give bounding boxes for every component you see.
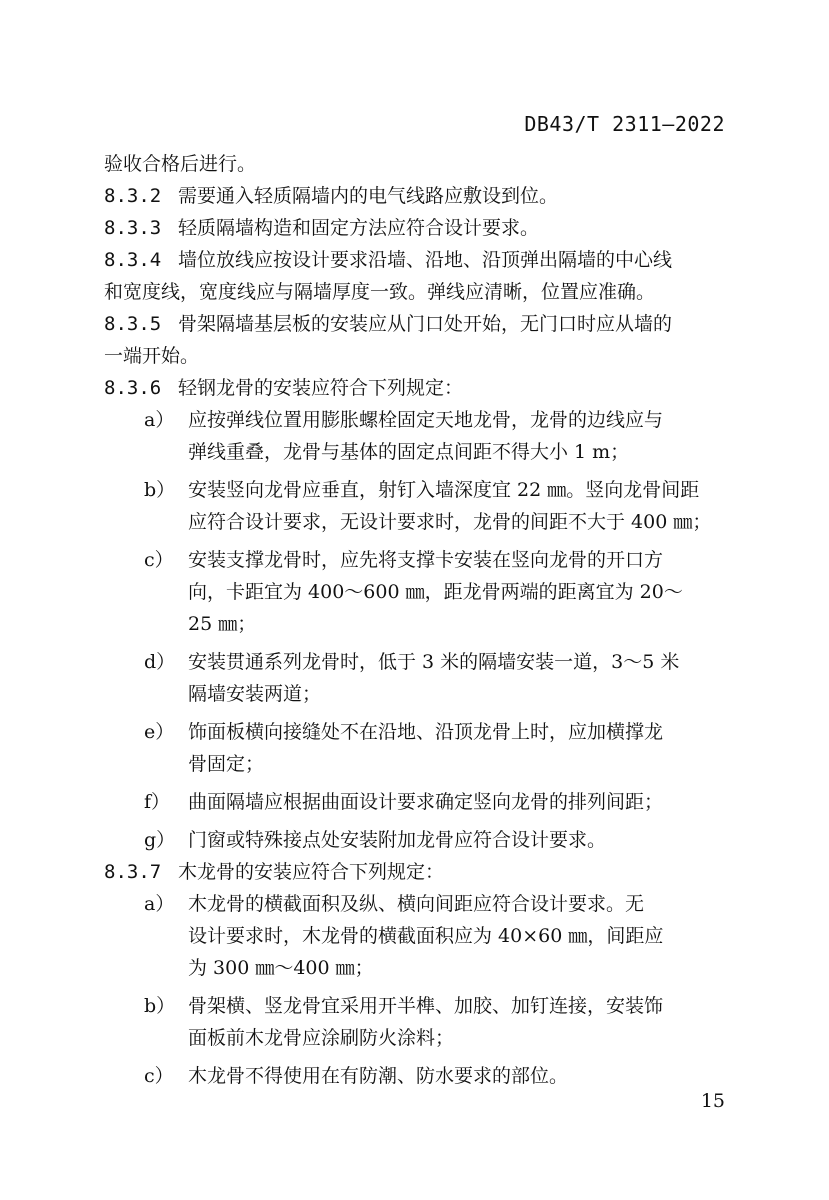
- item-line: 骨固定；: [188, 753, 265, 775]
- list-item: [104, 1060, 726, 1092]
- item-line: 隔墙安装两道；: [188, 683, 322, 705]
- item-line: 面板前木龙骨应涂刷防火涂料；: [188, 1027, 455, 1049]
- item-label: c）: [144, 549, 174, 571]
- item-line: 曲面隔墙应根据曲面设计要求确定竖向龙骨的排列间距；: [188, 791, 664, 813]
- text-line: 和宽度线，宽度线应与隔墙厚度一致。弹线应清晰，位置应准确。: [104, 281, 656, 303]
- clause-number: 8.3.7: [104, 861, 162, 883]
- list-item: [104, 544, 726, 640]
- item-line: 安装支撑龙骨时，应先将支撑卡安装在竖向龙骨的开口方: [188, 549, 664, 571]
- list-item: [104, 786, 726, 818]
- item-label: d）: [144, 651, 176, 673]
- list-item: [104, 404, 726, 468]
- clause-number: 8.3.6: [104, 377, 162, 399]
- list-item: [104, 646, 726, 710]
- list-item: [104, 888, 726, 984]
- item-label: b）: [144, 479, 176, 501]
- clause-8-3-3: 8.3.3 轻质隔墙构造和固定方法应符合设计要求。: [104, 212, 726, 244]
- text-line: 一端开始。: [104, 345, 200, 367]
- item-line: 骨架横、竖龙骨宜采用开半榫、加胶、加钉连接，安装饰: [188, 995, 664, 1017]
- standard-code: DB43/T 2311—2022: [524, 112, 725, 136]
- item-label: f）: [144, 791, 171, 813]
- clause-number: 8.3.4: [104, 249, 162, 271]
- item-label: b）: [144, 995, 176, 1017]
- item-line: 为 300 ㎜～400 ㎜；: [188, 957, 374, 979]
- clause-8-3-4: 8.3.4 墙位放线应按设计要求沿墙、沿地、沿顶弹出隔墙的中心线: [104, 244, 726, 276]
- list-item: [104, 824, 726, 856]
- item-line: 木龙骨的横截面积及纵、横向间距应符合设计要求。无: [188, 893, 645, 915]
- clause-number: 8.3.5: [104, 313, 162, 335]
- item-line: 安装竖向龙骨应垂直，射钉入墙深度宜 22 ㎜。竖向龙骨间距: [188, 479, 700, 501]
- page-number: 15: [700, 1090, 725, 1112]
- item-line: 弹线重叠，龙骨与基体的固定点间距不得大小 1 m；: [188, 441, 630, 463]
- item-line: 设计要求时，木龙骨的横截面积应为 40×60 ㎜，间距应: [188, 925, 664, 947]
- item-label: a）: [144, 409, 175, 431]
- document-body: [104, 148, 726, 1092]
- item-line: 门窗或特殊接点处安装附加龙骨应符合设计要求。: [188, 829, 607, 851]
- clause-8-3-7: 8.3.7 木龙骨的安装应符合下列规定：: [104, 856, 726, 888]
- item-line: 25 ㎜；: [188, 613, 257, 635]
- clause-8-3-5: 8.3.5 骨架隔墙基层板的安装应从门口处开始，无门口时应从墙的: [104, 308, 726, 340]
- clause-8-3-2: 8.3.2 需要通入轻质隔墙内的电气线路应敷设到位。: [104, 180, 726, 212]
- item-label: e）: [144, 721, 175, 743]
- item-line: 安装贯通系列龙骨时，低于 3 米的隔墙安装一道，3～5 米: [188, 651, 680, 673]
- item-label: a）: [144, 893, 175, 915]
- clause-8-3-6: 8.3.6 轻钢龙骨的安装应符合下列规定：: [104, 372, 726, 404]
- list-8-3-7: [104, 888, 726, 1092]
- item-line: 饰面板横向接缝处不在沿地、沿顶龙骨上时，应加横撑龙: [188, 721, 664, 743]
- list-item: [104, 474, 726, 538]
- item-label: g）: [144, 829, 176, 851]
- item-line: 木龙骨不得使用在有防潮、防水要求的部位。: [188, 1065, 569, 1087]
- list-item: [104, 990, 726, 1054]
- list-item: [104, 716, 726, 780]
- item-line: 应符合设计要求，无设计要求时，龙骨的间距不大于 400 ㎜；: [188, 511, 712, 533]
- list-8-3-6: [104, 404, 726, 856]
- clause-number: 8.3.2: [104, 185, 162, 207]
- item-line: 应按弹线位置用膨胀螺栓固定天地龙骨，龙骨的边线应与: [188, 409, 664, 431]
- clause-number: 8.3.3: [104, 217, 162, 239]
- item-line: 向，卡距宜为 400～600 ㎜，距龙骨两端的距离宜为 20～: [188, 581, 683, 603]
- item-label: c）: [144, 1065, 174, 1087]
- text-line: 验收合格后进行。: [104, 153, 257, 175]
